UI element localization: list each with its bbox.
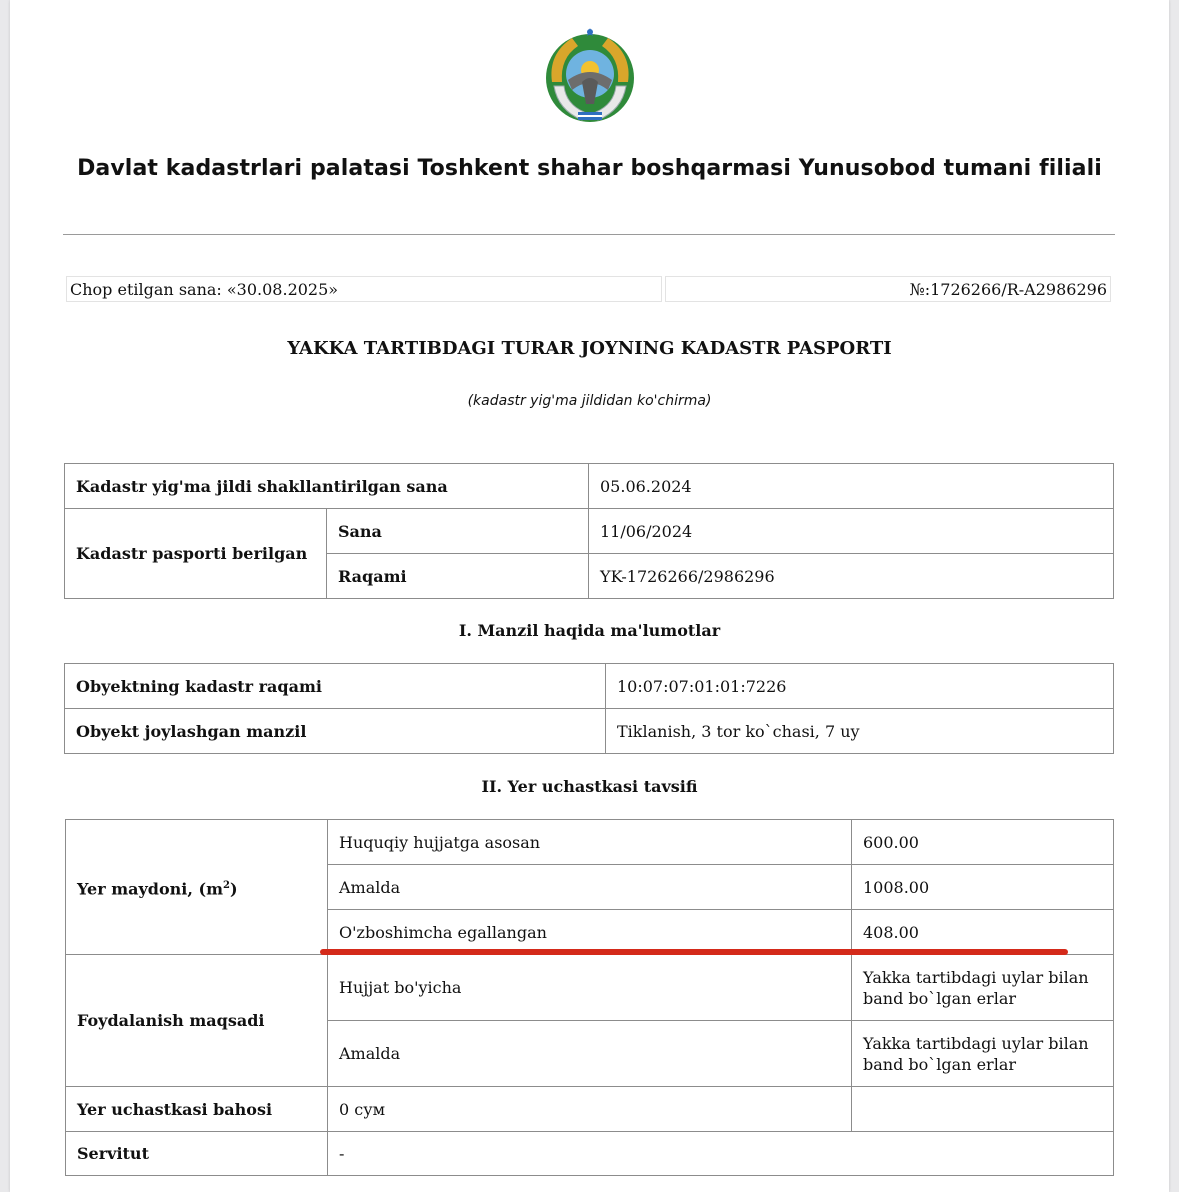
issued-label: Kadastr pasporti berilgan <box>65 509 327 599</box>
address-table <box>64 663 1114 754</box>
table-row <box>66 1087 1114 1132</box>
purpose-document-label: Hujjat bo'yicha <box>328 955 852 1021</box>
issue-date-value: 11/06/2024 <box>589 509 1114 554</box>
address-label: Obyekt joylashgan manzil <box>65 709 606 754</box>
formed-date-label: Kadastr yig'ma jildi shakllantirilgan sana <box>65 464 589 509</box>
section-1-title: I. Manzil haqida ma'lumotlar <box>458 621 721 640</box>
area-legal-value: 600.00 <box>852 820 1114 865</box>
area-legal-label: Huquqiy hujjatga asosan <box>328 820 852 865</box>
passport-number-label: Raqami <box>327 554 589 599</box>
servitude-value: - <box>328 1132 1114 1176</box>
area-label: Yer maydoni, $(m^2)$ <box>66 820 328 955</box>
document-subtitle: (kadastr yig'ma jildidan ko'chirma) <box>467 393 712 409</box>
area-actual-value: 1008.00 <box>852 865 1114 910</box>
document-title: YAKKA TARTIBDAGI TURAR JOYNING KADASTR PASPORTI <box>287 338 892 359</box>
purpose-actual-value: Yakka tartibdagi uylar bilan band bo`lgan erlar <box>852 1021 1114 1087</box>
formed-date-value: 05.06.2024 <box>589 464 1114 509</box>
land-plot-table <box>65 819 1114 1176</box>
servitude-label: Servitut <box>66 1132 328 1176</box>
print-date: Chop etilgan sana: «30.08.2025» <box>66 276 662 302</box>
document-page <box>10 0 1169 1192</box>
valuation-label: Yer uchastkasi bahosi <box>66 1087 328 1132</box>
document-number: №:1726266/R-A2986296 <box>665 276 1111 302</box>
table-row <box>66 820 1114 865</box>
purpose-document-value: Yakka tartibdagi uylar bilan band bo`lgan erlar <box>852 955 1114 1021</box>
table-row <box>65 709 1114 754</box>
table-row <box>66 1132 1114 1176</box>
area-self-occupied-label: O'zboshimcha egallangan <box>328 910 852 955</box>
section-2-title: II. Yer uchastkasi tavsifi <box>481 777 698 796</box>
header-divider <box>63 234 1115 235</box>
red-underline-annotation <box>320 949 1068 955</box>
cadastral-number-value: 10:07:07:01:01:7226 <box>606 664 1114 709</box>
organization-title: Davlat kadastrlari palatasi Toshkent shahar boshqarmasi Yunusobod tumani filiali <box>77 156 1102 181</box>
area-self-occupied-value: 408.00 <box>852 910 1114 955</box>
table-row <box>65 664 1114 709</box>
table-row <box>66 955 1114 1021</box>
state-emblem-icon <box>538 24 642 128</box>
passport-table <box>64 463 1114 599</box>
valuation-empty-cell <box>852 1087 1114 1132</box>
address-value: Tiklanish, 3 tor ko`chasi, 7 uy <box>606 709 1114 754</box>
passport-number-value: YK-1726266/2986296 <box>589 554 1114 599</box>
purpose-actual-label: Amalda <box>328 1021 852 1087</box>
area-actual-label: Amalda <box>328 865 852 910</box>
table-row <box>65 464 1114 509</box>
valuation-value: 0 сум <box>328 1087 852 1132</box>
issue-date-label: Sana <box>327 509 589 554</box>
purpose-label: Foydalanish maqsadi <box>66 955 328 1087</box>
cadastral-number-label: Obyektning kadastr raqami <box>65 664 606 709</box>
table-row <box>65 509 1114 554</box>
